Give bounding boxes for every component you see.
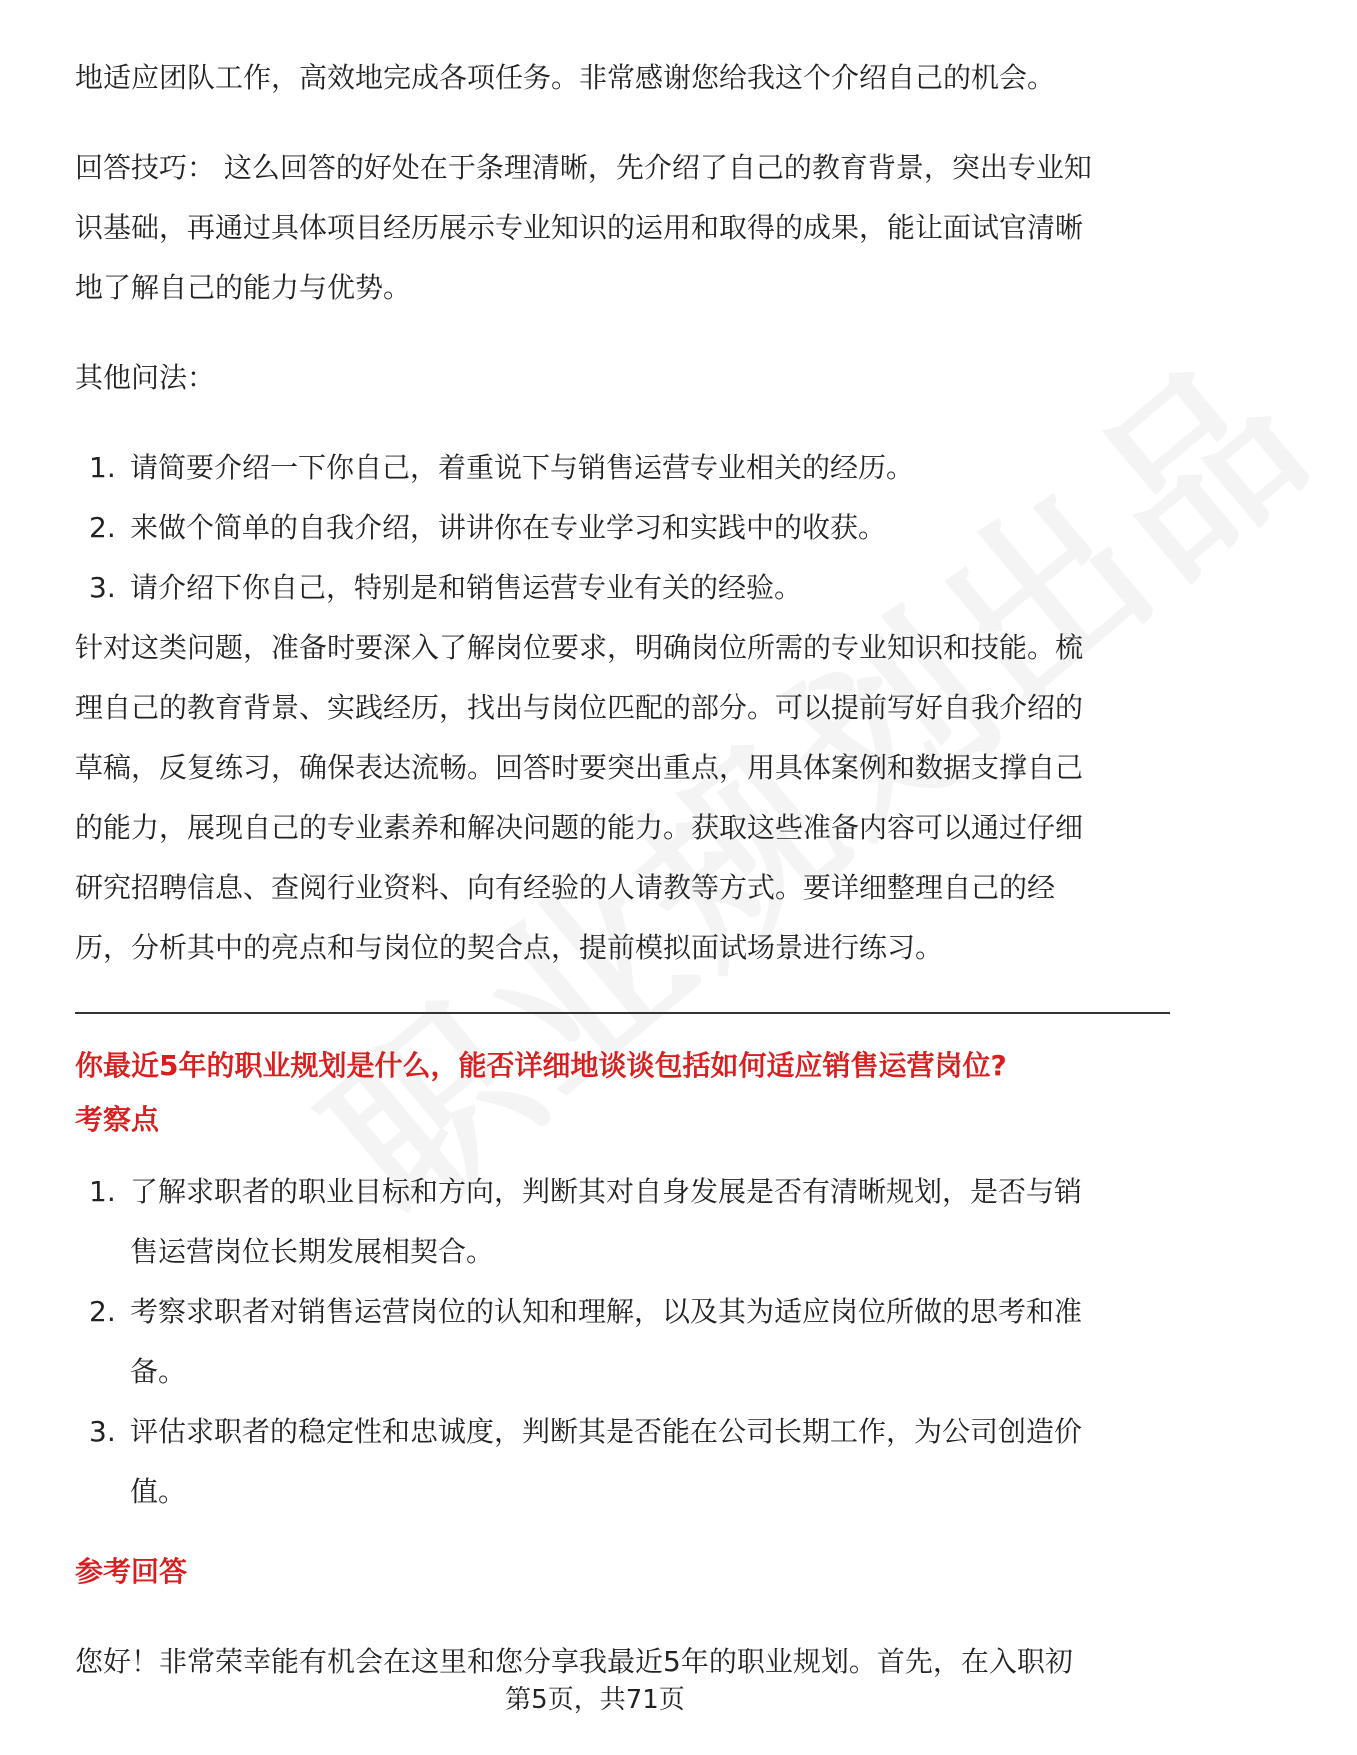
prep-line: 草稿，反复练习，确保表达流畅。回答时要突出重点，用具体案例和数据支撑自己: [75, 751, 1084, 784]
prep-line: 理自己的教育背景、实践经历，找出与岗位匹配的部分。可以提前写好自我介绍的: [75, 691, 1084, 724]
reference-answer-heading: 参考回答: [75, 1555, 188, 1588]
prep-line: 历，分析其中的亮点和与岗位的契合点，提前模拟面试场景进行练习。: [75, 931, 944, 964]
list-item-line: 备。: [130, 1355, 187, 1388]
list-item-line: 考察求职者对销售运营岗位的认知和理解，以及其为适应岗位所做的思考和准: [130, 1295, 1083, 1328]
reference-answer-text: 您好！非常荣幸能有机会在这里和您分享我最近5年的职业规划。首先，在入职初: [75, 1645, 1073, 1678]
intro-tail-paragraph: 地适应团队工作，高效地完成各项任务。非常感谢您给我这个介绍自己的机会。: [75, 61, 1056, 94]
answer-tips-paragraph: [75, 138, 1170, 318]
tips-line: 识基础，再通过具体项目经历展示专业知识的运用和取得的成果，能让面试官清晰: [75, 211, 1084, 244]
list-number: 3.: [89, 571, 116, 604]
list-item-line: 值。: [130, 1475, 187, 1508]
prep-line: 针对这类问题，准备时要深入了解岗位要求，明确岗位所需的专业知识和技能。梳: [75, 631, 1084, 664]
list-number: 3.: [89, 1415, 116, 1448]
list-number: 2.: [89, 1295, 116, 1328]
list-item-text: 请介绍下你自己，特别是和销售运营专业有关的经验。: [130, 571, 803, 604]
page-content: [75, 48, 1170, 1600]
prep-line: 的能力，展现自己的专业素养和解决问题的能力。获取这些准备内容可以通过仔细: [75, 811, 1084, 844]
list-item: [75, 558, 1170, 618]
other-questions-list: [75, 438, 1170, 618]
question-heading: 你最近5年的职业规划是什么，能否详细地谈谈包括如何适应销售运营岗位?: [75, 1049, 1007, 1082]
list-item-text: 请简要介绍一下你自己，着重说下与销售运营专业相关的经历。: [130, 451, 915, 484]
preparation-paragraph: [75, 618, 1170, 978]
page-footer: [0, 1680, 1190, 1720]
list-number: 1.: [89, 451, 116, 484]
list-number: 2.: [89, 511, 116, 544]
list-item-line: 了解求职者的职业目标和方向，判断其对自身发展是否有清晰规划，是否与销: [130, 1175, 1083, 1208]
list-item: [75, 498, 1170, 558]
section-divider: [75, 1012, 1170, 1014]
list-item: [75, 1402, 1170, 1522]
list-item-line: 售运营岗位长期发展相契合。: [130, 1235, 495, 1268]
list-number: 1.: [89, 1175, 116, 1208]
exam-points-heading: 考察点: [75, 1103, 160, 1136]
prep-line: 研究招聘信息、查阅行业资料、向有经验的人请教等方式。要详细整理自己的经: [75, 871, 1056, 904]
list-item-line: 评估求职者的稳定性和忠诚度，判断其是否能在公司长期工作，为公司创造价: [130, 1415, 1083, 1448]
tips-line: 回答技巧： 这么回答的好处在于条理清晰，先介绍了自己的教育背景，突出专业知: [75, 151, 1092, 184]
exam-points-list: [75, 1162, 1170, 1522]
list-item: [75, 1282, 1170, 1402]
list-item-text: 来做个简单的自我介绍，讲讲你在专业学习和实践中的收获。: [130, 511, 887, 544]
other-questions-label: 其他问法：: [75, 361, 216, 394]
list-item: [75, 438, 1170, 498]
page-number: 第5页，共71页: [499, 1685, 691, 1715]
tips-line: 地了解自己的能力与优势。: [75, 271, 412, 304]
list-item: [75, 1162, 1170, 1282]
